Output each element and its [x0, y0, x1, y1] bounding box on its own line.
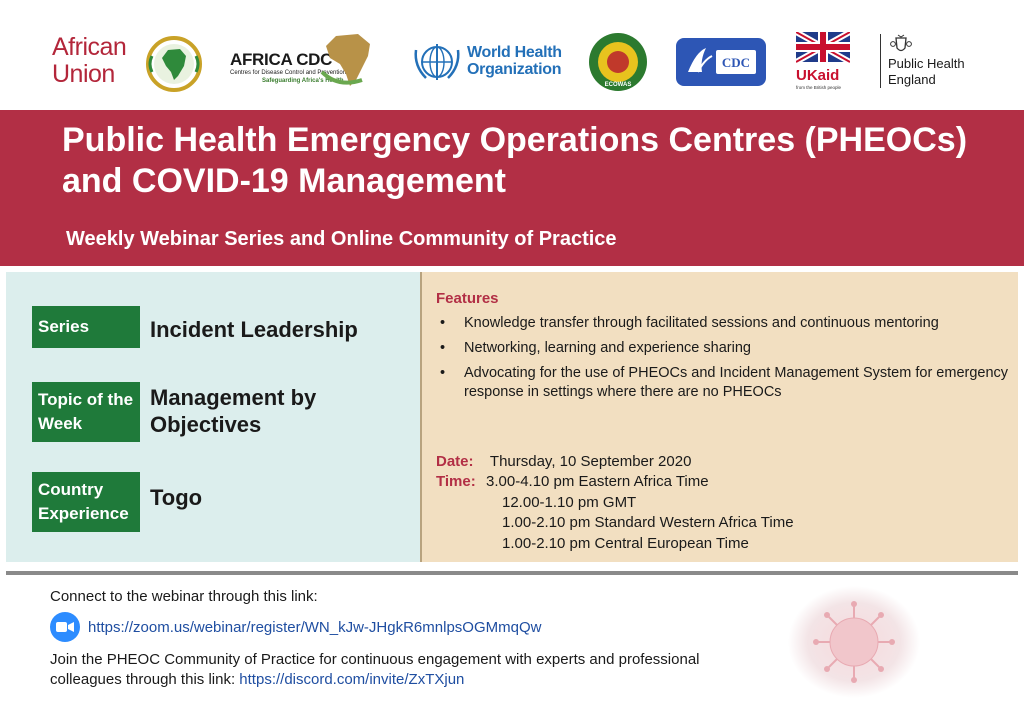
who-emblem-icon [412, 40, 462, 84]
list-item: 1.00-2.10 pm Standard Western Africa Time [502, 514, 794, 531]
svg-text:UKaid: UKaid [796, 67, 840, 84]
series-value: Incident Leadership [150, 317, 358, 342]
africa-cdc-subtitle: Centres for Disease Control and Prevention [230, 70, 347, 76]
date-row [436, 452, 691, 472]
zoom-icon [50, 612, 80, 642]
series-label: Series [32, 306, 140, 348]
svg-text:ECOWAS: ECOWAS [604, 82, 632, 88]
time-list [486, 472, 986, 554]
join-community-text: Join the PHEOC Community of Practice for continuous engagement with experts and professional colleagues through this link: https://discord.com/invite/ZxTXjun [50, 651, 700, 688]
cdc-logo [676, 38, 766, 86]
list-item: 12.00-1.10 pm GMT [502, 493, 637, 511]
list-item: • Networking, learning and experience sharing [440, 339, 1010, 358]
features-panel [420, 272, 1018, 562]
connect-text: Connect to the webinar through this link: [50, 588, 318, 605]
date-label: Date: [436, 453, 474, 470]
african-union-logo: African Union [52, 33, 127, 88]
page-subtitle: Weekly Webinar Series and Online Community of Practice [66, 228, 617, 250]
svg-text:from the British people: from the British people [796, 85, 842, 90]
african-union-emblem-icon [146, 36, 202, 92]
section-divider [6, 571, 1018, 575]
phe-divider [880, 34, 881, 88]
info-panels [6, 272, 1018, 562]
ukaid-logo [796, 32, 850, 92]
discord-invite-link[interactable]: https://discord.com/invite/ZxTXjun [239, 671, 465, 688]
features-heading: Features [436, 290, 499, 307]
topic-value: Management by Objectives [150, 385, 317, 437]
video-camera-icon [56, 621, 74, 633]
page-title: Public Health Emergency Operations Centres (PHEOCs) and COVID-19 Management [62, 121, 968, 200]
who-logo: World Health Organization [467, 44, 562, 78]
royal-crest-icon [890, 34, 912, 54]
time-label: Time: [436, 473, 476, 490]
topic-label: Topic of the Week [32, 382, 140, 442]
session-info-panel [6, 272, 420, 562]
country-value: Togo [150, 485, 203, 510]
features-list [440, 314, 1010, 408]
list-item: • Advocating for the use of PHEOCs and Incident Management System for emergency response in settings where there are no PHEOCs [440, 364, 1010, 402]
public-health-england-logo: Public Health England [888, 56, 965, 87]
partner-logos [0, 0, 1024, 108]
list-item: • Knowledge transfer through facilitated sessions and continuous mentoring [440, 314, 1010, 333]
country-label: Country Experience [32, 472, 140, 532]
africa-cdc-logo: AFRICA CDC [230, 50, 333, 69]
coronavirus-icon [788, 586, 920, 698]
africa-cdc-tagline: Safeguarding Africa's Health [262, 78, 344, 84]
list-item: 1.00-2.10 pm Central European Time [502, 534, 749, 552]
ecowas-emblem-icon [588, 32, 648, 92]
svg-text:CDC: CDC [721, 55, 751, 70]
list-item: 3.00-4.10 pm Eastern Africa Time [486, 473, 709, 490]
cdc-emblem-icon [676, 38, 766, 86]
date-value: Thursday, 10 September 2020 [489, 453, 692, 470]
africa-map-icon [318, 30, 380, 90]
zoom-webinar-link[interactable]: https://zoom.us/webinar/register/WN_kJw-JHgkR6mnlpsOGMmqQw [88, 619, 542, 636]
